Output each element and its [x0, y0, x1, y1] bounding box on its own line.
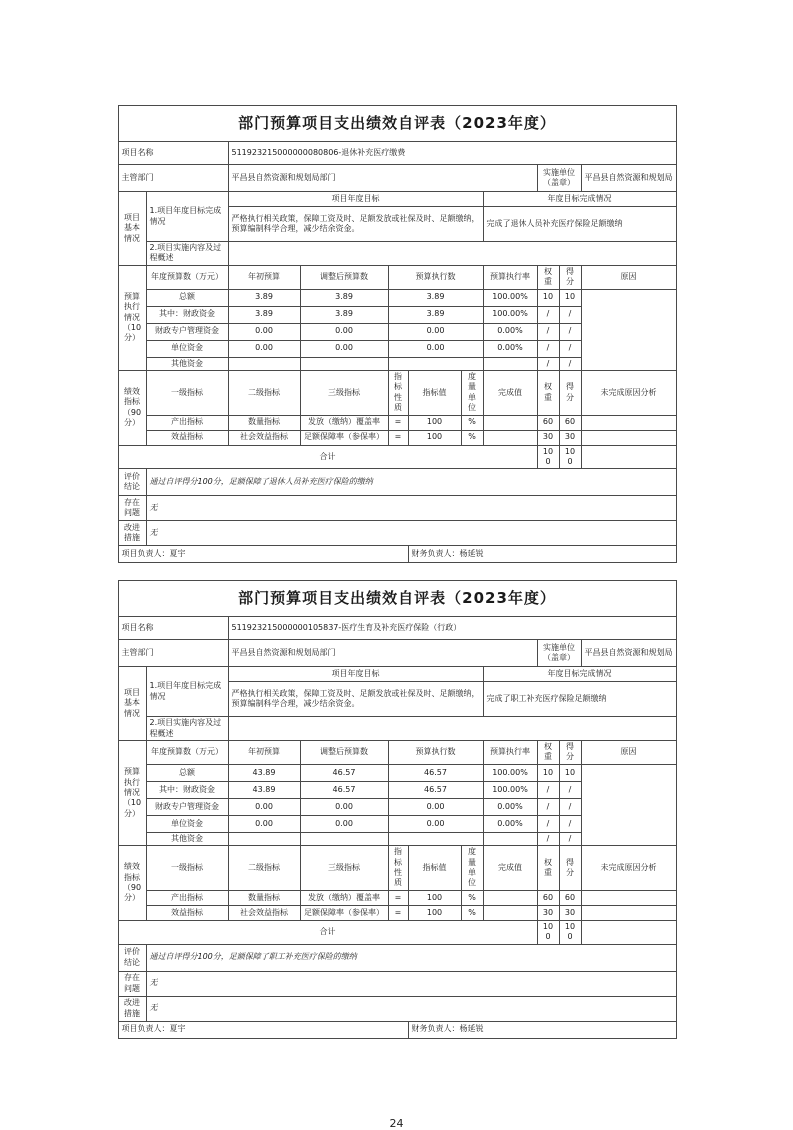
indicator-cell-done [483, 905, 537, 920]
table-row [118, 640, 676, 667]
project-name-label: 项目名称 [118, 142, 228, 165]
indicator-header-l1: 一级指标 [146, 846, 228, 891]
budget-cell-initial [228, 832, 300, 845]
budget-cell-adjusted [300, 832, 388, 845]
eval-table-2 [118, 580, 676, 1038]
total-weight: 100 [537, 445, 559, 469]
indicator-cell-value: 100 [408, 905, 461, 920]
table-row [118, 944, 676, 971]
budget-cell-executed: 0.00 [388, 815, 483, 832]
basic-section-label: 项目基本情况 [118, 667, 146, 741]
budget-section-label: 预算执行情况（10分） [118, 741, 146, 846]
improvements-label: 改进措施 [118, 521, 146, 546]
budget-cell-initial: 43.89 [228, 781, 300, 798]
budget-cell-executed: 0.00 [388, 340, 483, 357]
budget-cell-score: / [559, 832, 581, 845]
improvements-text: 无 [146, 996, 676, 1021]
budget-cell-score: / [559, 798, 581, 815]
indicator-cell-weight: 30 [537, 430, 559, 445]
budget-cell-rate: 100.00% [483, 764, 537, 781]
perf-section-label: 绩效指标（90分） [118, 370, 146, 445]
budget-cell-adjusted: 0.00 [300, 340, 388, 357]
project-manager: 项目负责人：夏宇 [118, 546, 408, 563]
problems-text: 无 [146, 496, 676, 521]
goal-completion-text: 完成了职工补充医疗保险足额缴纳 [483, 682, 676, 717]
budget-cell-adjusted: 3.89 [300, 289, 388, 306]
indicator-header-value: 指标值 [408, 846, 461, 891]
goal-completion-header: 年度目标完成情况 [483, 192, 676, 207]
table-title: 部门预算项目支出绩效自评表（2023年度） [118, 581, 676, 617]
table-row [118, 370, 676, 415]
budget-cell-score: 10 [559, 764, 581, 781]
indicator-header-l2: 二级指标 [228, 370, 300, 415]
conclusion-text: 通过自评得分100分，足额保障了退休人员补充医疗保险的缴纳 [146, 469, 676, 496]
indicator-cell-score: 60 [559, 890, 581, 905]
indicator-cell-weight: 60 [537, 415, 559, 430]
table-row [118, 289, 676, 306]
budget-cell-initial: 0.00 [228, 798, 300, 815]
indicator-cell-reason [581, 905, 676, 920]
budget-cell-initial [228, 357, 300, 370]
basic-section-label: 项目基本情况 [118, 192, 146, 266]
budget-cell-weight: / [537, 832, 559, 845]
table-row [118, 521, 676, 546]
indicator-cell-l2: 社会效益指标 [228, 430, 300, 445]
indicator-cell-nature: = [388, 430, 408, 445]
finance-manager: 财务负责人：杨延锐 [408, 1021, 676, 1038]
budget-cell-adjusted: 0.00 [300, 323, 388, 340]
indicator-header-l3: 三级指标 [300, 370, 388, 415]
budget-row-label: 单位资金 [146, 340, 228, 357]
budget-row-label: 其中：财政资金 [146, 781, 228, 798]
eval-table-1 [118, 105, 676, 563]
budget-cell-executed: 46.57 [388, 781, 483, 798]
table-row [118, 890, 676, 905]
budget-cell-rate: 0.00% [483, 340, 537, 357]
table-row [118, 546, 676, 563]
budget-cell-weight: / [537, 815, 559, 832]
budget-cell-adjusted: 0.00 [300, 815, 388, 832]
conclusion-label: 评价结论 [118, 944, 146, 971]
indicator-header-unit: 度量单位 [461, 846, 483, 891]
conclusion-text: 通过自评得分100分，足额保障了职工补充医疗保险的缴纳 [146, 944, 676, 971]
indicator-header-score: 得分 [559, 370, 581, 415]
budget-cell-rate: 100.00% [483, 289, 537, 306]
table-title: 部门预算项目支出绩效自评表（2023年度） [118, 106, 676, 142]
budget-cell-executed [388, 357, 483, 370]
budget-header-executed: 预算执行数 [388, 741, 483, 765]
problems-text: 无 [146, 971, 676, 996]
budget-cell-rate [483, 357, 537, 370]
indicator-cell-l2: 数量指标 [228, 890, 300, 905]
budget-cell-executed [388, 832, 483, 845]
indicator-cell-score: 30 [559, 430, 581, 445]
budget-cell-score: 10 [559, 289, 581, 306]
budget-cell-rate [483, 832, 537, 845]
table-row [118, 469, 676, 496]
budget-header-adjusted: 调整后预算数 [300, 265, 388, 289]
budget-cell-initial: 3.89 [228, 289, 300, 306]
table-row [118, 581, 676, 617]
budget-cell-score: / [559, 306, 581, 323]
budget-section-label: 预算执行情况（10分） [118, 265, 146, 370]
table-row [118, 415, 676, 430]
indicator-header-done: 完成值 [483, 370, 537, 415]
indicator-cell-unit: % [461, 430, 483, 445]
budget-cell-weight: 10 [537, 289, 559, 306]
table-row [118, 667, 676, 682]
dept-label: 主管部门 [118, 640, 228, 667]
budget-header-reason: 原因 [581, 265, 676, 289]
budget-cell-adjusted: 3.89 [300, 306, 388, 323]
goal-completion-text: 完成了退休人员补充医疗保险足额缴纳 [483, 207, 676, 242]
indicator-cell-unit: % [461, 905, 483, 920]
budget-cell-rate: 100.00% [483, 781, 537, 798]
indicator-cell-done [483, 415, 537, 430]
budget-row-label: 其他资金 [146, 357, 228, 370]
indicator-header-weight: 权重 [537, 846, 559, 891]
budget-cell-weight: / [537, 340, 559, 357]
table-row [118, 242, 676, 266]
indicator-cell-value: 100 [408, 415, 461, 430]
indicator-cell-unit: % [461, 890, 483, 905]
budget-header-executed: 预算执行数 [388, 265, 483, 289]
table-row [118, 165, 676, 192]
budget-cell-executed: 46.57 [388, 764, 483, 781]
table-row [118, 846, 676, 891]
budget-header-reason: 原因 [581, 741, 676, 765]
performance-self-evaluation-table [118, 105, 677, 563]
table-gap [118, 563, 676, 580]
table-row [118, 265, 676, 289]
indicator-header-score: 得分 [559, 846, 581, 891]
budget-row-label: 财政专户管理资金 [146, 798, 228, 815]
indicator-header-nature: 指标性质 [388, 846, 408, 891]
indicator-header-reason: 未完成原因分析 [581, 370, 676, 415]
indicator-cell-l1: 效益指标 [146, 905, 228, 920]
budget-header-rate: 预算执行率 [483, 265, 537, 289]
impl-item-label: 2.项目实施内容及过程概述 [146, 717, 228, 741]
budget-cell-executed: 3.89 [388, 289, 483, 306]
dept-value: 平昌县自然资源和规划局部门 [228, 640, 537, 667]
table-row [118, 996, 676, 1021]
indicator-cell-score: 60 [559, 415, 581, 430]
budget-cell-weight: 10 [537, 764, 559, 781]
budget-cell-executed: 0.00 [388, 798, 483, 815]
budget-header-weight: 权重 [537, 741, 559, 765]
indicator-header-l1: 一级指标 [146, 370, 228, 415]
goal-item-label: 1.项目年度目标完成情况 [146, 667, 228, 717]
problems-label: 存在问题 [118, 496, 146, 521]
table-row [118, 905, 676, 920]
table-row [118, 430, 676, 445]
budget-header-annual: 年度预算数（万元） [146, 741, 228, 765]
indicator-cell-l3: 足额保障率（参保率） [300, 905, 388, 920]
budget-cell-score: / [559, 323, 581, 340]
budget-cell-weight: / [537, 798, 559, 815]
indicator-cell-l2: 社会效益指标 [228, 905, 300, 920]
budget-row-label: 总额 [146, 764, 228, 781]
budget-row-label: 财政专户管理资金 [146, 323, 228, 340]
dept-label: 主管部门 [118, 165, 228, 192]
indicator-cell-nature: = [388, 890, 408, 905]
indicator-cell-reason [581, 890, 676, 905]
indicator-cell-value: 100 [408, 430, 461, 445]
budget-cell-executed: 3.89 [388, 306, 483, 323]
performance-self-evaluation-table [118, 580, 677, 1038]
indicator-cell-l1: 效益指标 [146, 430, 228, 445]
total-label: 合计 [118, 920, 537, 944]
document-page [118, 0, 676, 1130]
total-reason-cell [581, 920, 676, 944]
budget-cell-initial: 3.89 [228, 306, 300, 323]
total-label: 合计 [118, 445, 537, 469]
budget-row-label: 单位资金 [146, 815, 228, 832]
indicator-header-reason: 未完成原因分析 [581, 846, 676, 891]
total-weight: 100 [537, 920, 559, 944]
impl-unit-label: 实施单位（盖章） [537, 165, 581, 192]
budget-header-rate: 预算执行率 [483, 741, 537, 765]
perf-section-label: 绩效指标（90分） [118, 846, 146, 921]
budget-cell-executed: 0.00 [388, 323, 483, 340]
finance-manager: 财务负责人：杨延锐 [408, 546, 676, 563]
table-row [118, 1021, 676, 1038]
total-score: 100 [559, 445, 581, 469]
project-manager: 项目负责人：夏宇 [118, 1021, 408, 1038]
table-row [118, 971, 676, 996]
budget-cell-rate: 0.00% [483, 815, 537, 832]
budget-header-score: 得分 [559, 741, 581, 765]
indicator-header-done: 完成值 [483, 846, 537, 891]
budget-cell-rate: 0.00% [483, 323, 537, 340]
indicator-cell-weight: 30 [537, 905, 559, 920]
total-reason-cell [581, 445, 676, 469]
budget-cell-adjusted: 0.00 [300, 798, 388, 815]
improvements-text: 无 [146, 521, 676, 546]
impl-item-label: 2.项目实施内容及过程概述 [146, 242, 228, 266]
table-row [118, 142, 676, 165]
annual-goal-text: 严格执行相关政策，保障工资及时、足额发放或社保及时、足额缴纳，预算编制科学合理，减少结余资金。 [228, 682, 483, 717]
budget-header-weight: 权重 [537, 265, 559, 289]
indicator-cell-value: 100 [408, 890, 461, 905]
table-row [118, 106, 676, 142]
budget-cell-initial: 0.00 [228, 815, 300, 832]
indicator-cell-score: 30 [559, 905, 581, 920]
indicator-header-l3: 三级指标 [300, 846, 388, 891]
project-name-label: 项目名称 [118, 617, 228, 640]
budget-header-initial: 年初预算 [228, 741, 300, 765]
indicator-header-unit: 度量单位 [461, 370, 483, 415]
budget-cell-initial: 0.00 [228, 340, 300, 357]
goal-item-label: 1.项目年度目标完成情况 [146, 192, 228, 242]
budget-cell-rate: 100.00% [483, 306, 537, 323]
table-row [118, 445, 676, 469]
budget-cell-adjusted: 46.57 [300, 781, 388, 798]
problems-label: 存在问题 [118, 971, 146, 996]
table-row [118, 617, 676, 640]
budget-cell-initial: 43.89 [228, 764, 300, 781]
indicator-cell-l3: 发放（缴纳）覆盖率 [300, 415, 388, 430]
table-row [118, 192, 676, 207]
indicator-cell-l3: 发放（缴纳）覆盖率 [300, 890, 388, 905]
annual-goal-text: 严格执行相关政策，保障工资及时、足额发放或社保及时、足额缴纳，预算编制科学合理，减少结余资金。 [228, 207, 483, 242]
table-row [118, 764, 676, 781]
indicator-cell-l1: 产出指标 [146, 890, 228, 905]
budget-header-score: 得分 [559, 265, 581, 289]
budget-cell-score: / [559, 815, 581, 832]
page-number: 24 [389, 1116, 404, 1130]
indicator-cell-unit: % [461, 415, 483, 430]
table-row [118, 496, 676, 521]
impl-unit-label: 实施单位（盖章） [537, 640, 581, 667]
indicator-header-nature: 指标性质 [388, 370, 408, 415]
impl-content-cell [228, 242, 676, 266]
indicator-header-weight: 权重 [537, 370, 559, 415]
budget-header-initial: 年初预算 [228, 265, 300, 289]
improvements-label: 改进措施 [118, 996, 146, 1021]
budget-row-label: 其中：财政资金 [146, 306, 228, 323]
budget-cell-weight: / [537, 306, 559, 323]
total-score: 100 [559, 920, 581, 944]
dept-value: 平昌县自然资源和规划局部门 [228, 165, 537, 192]
budget-row-label: 其他资金 [146, 832, 228, 845]
budget-reason-cell [581, 764, 676, 845]
table-row [118, 717, 676, 741]
project-name-value: 511923215000000080806-退休补充医疗缴费 [228, 142, 676, 165]
table-row [118, 741, 676, 765]
budget-cell-adjusted: 46.57 [300, 764, 388, 781]
indicator-header-value: 指标值 [408, 370, 461, 415]
goal-completion-header: 年度目标完成情况 [483, 667, 676, 682]
indicator-cell-l2: 数量指标 [228, 415, 300, 430]
budget-cell-score: / [559, 340, 581, 357]
project-name-value: 511923215000000105837-医疗生育及补充医疗保险（行政） [228, 617, 676, 640]
annual-goal-header: 项目年度目标 [228, 667, 483, 682]
budget-row-label: 总额 [146, 289, 228, 306]
conclusion-label: 评价结论 [118, 469, 146, 496]
annual-goal-header: 项目年度目标 [228, 192, 483, 207]
impl-unit-value: 平昌县自然资源和规划局 [581, 165, 676, 192]
indicator-cell-done [483, 430, 537, 445]
budget-cell-score: / [559, 357, 581, 370]
indicator-cell-weight: 60 [537, 890, 559, 905]
budget-cell-weight: / [537, 323, 559, 340]
budget-reason-cell [581, 289, 676, 370]
indicator-cell-nature: = [388, 415, 408, 430]
budget-cell-score: / [559, 781, 581, 798]
indicator-cell-nature: = [388, 905, 408, 920]
budget-cell-initial: 0.00 [228, 323, 300, 340]
indicator-cell-l1: 产出指标 [146, 415, 228, 430]
impl-unit-value: 平昌县自然资源和规划局 [581, 640, 676, 667]
budget-header-adjusted: 调整后预算数 [300, 741, 388, 765]
budget-cell-rate: 0.00% [483, 798, 537, 815]
indicator-cell-done [483, 890, 537, 905]
table-row [118, 920, 676, 944]
budget-cell-weight: / [537, 781, 559, 798]
impl-content-cell [228, 717, 676, 741]
indicator-cell-reason [581, 415, 676, 430]
budget-cell-adjusted [300, 357, 388, 370]
indicator-cell-reason [581, 430, 676, 445]
indicator-header-l2: 二级指标 [228, 846, 300, 891]
budget-header-annual: 年度预算数（万元） [146, 265, 228, 289]
budget-cell-weight: / [537, 357, 559, 370]
indicator-cell-l3: 足额保障率（参保率） [300, 430, 388, 445]
